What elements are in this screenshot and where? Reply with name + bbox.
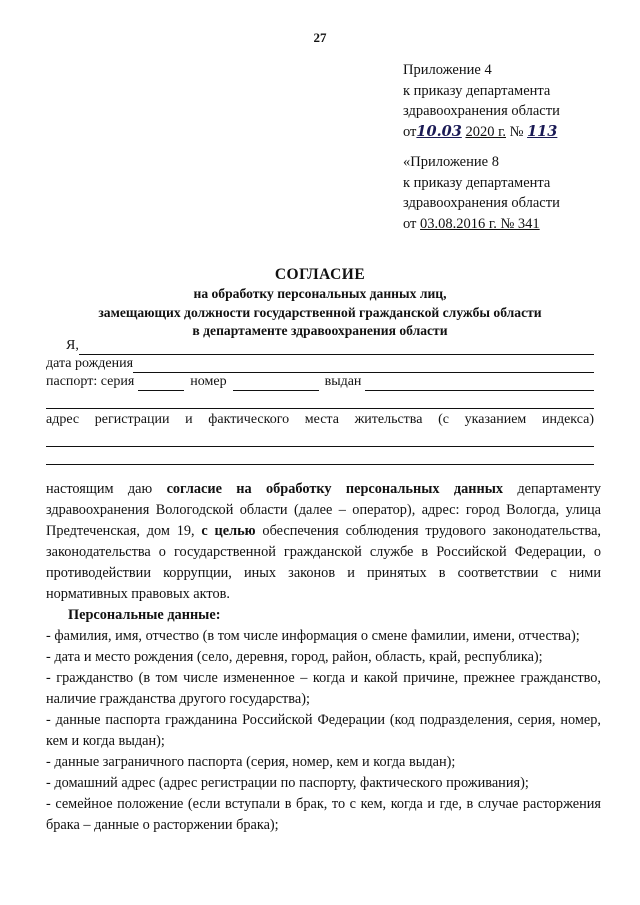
p1-bold2: с целью (201, 523, 256, 539)
passport-series-line[interactable] (138, 375, 184, 391)
form-row-address-1 (46, 429, 594, 447)
address-label: адрес регистрации и фактического места жительства (с указанием индекса) (46, 412, 594, 427)
form-row-name (46, 337, 594, 355)
list-item: - домашний адрес (адрес регистрации по паспорту, фактического проживания); (46, 775, 529, 791)
birth-label: дата рождения (46, 356, 134, 371)
appendix-original (403, 152, 560, 234)
page-number: 27 (313, 30, 327, 45)
appendix-current (403, 60, 560, 142)
p1-tail: обеспечения соблюдения трудового законодательства, законодательства о государственной гражданской службе в Российской Федерации, о противодействии коррупции, иных законов и принятых в соответствии с ними нормативных правовых актов. (46, 523, 601, 602)
consent-body (46, 479, 601, 836)
from-prefix: от (403, 215, 417, 232)
handwritten-date: 10.03 (416, 122, 462, 140)
issued-label: выдан (324, 374, 362, 389)
address-line-2[interactable] (46, 449, 594, 465)
appendix-current-line3: здравоохранения области (403, 103, 560, 119)
i-label: Я, (66, 338, 79, 353)
title-line1: на обработку персональных данных лиц, (193, 286, 447, 301)
list-item: - данные заграничного паспорта (серия, номер, кем и когда выдан); (46, 754, 456, 770)
form-row-birth (46, 355, 594, 373)
order-year: 2020 г. (465, 123, 506, 140)
issued-field-line[interactable] (365, 375, 594, 391)
form-row-blank (46, 391, 594, 409)
passport-number-label: номер (190, 374, 227, 389)
p1-lead: настоящим даю (46, 481, 167, 497)
appendix-original-line2: к приказу департамента (403, 174, 551, 191)
appendix-original-line3: здравоохранения области (403, 195, 560, 211)
passport-label: паспорт: серия (46, 374, 135, 389)
consent-form (46, 337, 594, 465)
appendix-current-date-line (403, 122, 560, 143)
form-row-address-2 (46, 447, 594, 465)
address-line-1[interactable] (46, 431, 594, 447)
passport-number-line[interactable] (233, 375, 319, 391)
title-main: СОГЛАСИЕ (274, 266, 366, 283)
order-date-number: 03.08.2016 г. № 341 (420, 215, 540, 232)
appendix-current-line1: Приложение 4 (403, 62, 492, 78)
from-prefix: от (403, 123, 417, 140)
form-row-passport (46, 373, 594, 391)
list-item: - фамилия, имя, отчество (в том числе информация о смене фамилии, имени, отчества); (46, 628, 580, 644)
handwritten-number: 113 (527, 122, 558, 140)
consent-paragraph (46, 479, 601, 605)
title-line3: в департаменте здравоохранения области (192, 323, 448, 338)
name-field-line[interactable] (79, 339, 594, 355)
document-title (20, 265, 620, 341)
issued-continuation-line[interactable] (46, 393, 594, 409)
p1-bold: согласие на обработку персональных данных (166, 481, 504, 497)
list-item: - семейное положение (если вступали в брак, то с кем, когда и где, в случае расторжения брака – данные о расторжении брака); (46, 796, 601, 833)
appendix-current-line2: к приказу департамента (403, 82, 551, 99)
list-item: - дата и место рождения (село, деревня, город, район, область, край, республика); (46, 649, 543, 665)
list-item: - гражданство (в том числе измененное – когда и какой причине, прежнее гражданство, наличие гражданства другого государства); (46, 670, 601, 707)
p1-mid: департаменту здравоохранения Вологодской области (далее – оператор), адрес: город Вологда, улица Предтеченская, дом 19, (46, 481, 602, 539)
list-item: - данные паспорта гражданина Российской Федерации (код подразделения, серия, номер, кем и когда выдан); (46, 712, 601, 749)
appendix-original-line1: «Приложение 8 (403, 154, 499, 170)
number-sign: № (509, 123, 524, 140)
birth-field-line[interactable] (133, 357, 594, 373)
appendix-original-date-line (403, 214, 560, 235)
personal-data-heading: Персональные данные: (68, 607, 221, 623)
title-line2: замещающих должности государственной гражданской службы области (98, 304, 542, 320)
